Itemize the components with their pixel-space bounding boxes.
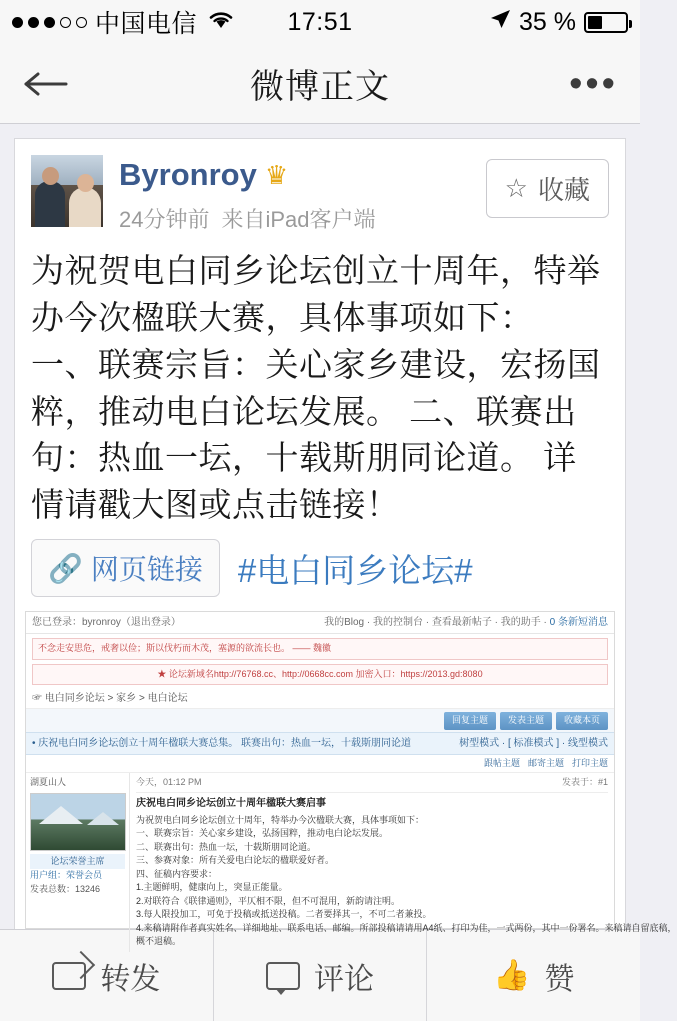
- forum-print-thread: 打印主题: [571, 757, 608, 768]
- forum-post-line: 三、参赛对象：所有关爱电白论坛的楹联爱好者。: [136, 855, 335, 866]
- forum-breadcrumb: ☞ 电白同乡论坛 > 家乡 > 电白论坛: [26, 689, 614, 709]
- share-icon: [52, 962, 86, 990]
- forum-post-line: 二、联赛出句：热血一坛，十载斯朋同论道。: [136, 841, 317, 852]
- content-area: [0, 124, 677, 947]
- username[interactable]: Byronroy: [119, 157, 257, 192]
- post-link-row: [15, 529, 625, 607]
- clock: 17:51: [287, 7, 353, 36]
- forum-post-head: [136, 776, 608, 793]
- post-source: 来自iPad客户端: [221, 207, 376, 232]
- star-icon: ☆: [504, 173, 528, 203]
- battery-percent-label: 35 %: [519, 7, 576, 36]
- status-bar: [0, 0, 640, 44]
- forum-post-line: 4.来稿请附作者真实姓名、详细地址、联系电话、邮编。所部投稿请请用A4纸、打印为佳，一式两份，其中一份署名。来稿请自留底稿，: [136, 922, 677, 933]
- forum-author-level: 用户组：荣誉会员: [30, 870, 103, 881]
- post-card: [14, 138, 677, 947]
- web-link-label: 网页链接: [90, 554, 203, 586]
- forum-reply-button: 回复主题: [444, 712, 496, 730]
- location-arrow-icon: [489, 8, 511, 37]
- favorite-label: 收藏: [537, 175, 590, 205]
- forum-topbar: [26, 612, 614, 634]
- forum-post-line: 四、征稿内容要求：: [136, 868, 218, 879]
- comment-icon: [266, 962, 300, 990]
- forum-post-main: [26, 773, 677, 952]
- avatar[interactable]: [31, 155, 103, 227]
- page-title: 微博正文: [250, 68, 390, 106]
- back-button[interactable]: [22, 68, 82, 100]
- forum-post-line: 3.每人限投加工，可免于投稿或抵送投稿。二者要择其一，不可二者兼投。: [136, 909, 432, 920]
- attached-image[interactable]: [25, 611, 677, 947]
- favorite-button[interactable]: [486, 159, 609, 218]
- forum-post-column: [130, 773, 677, 952]
- more-dots-icon[interactable]: •••: [569, 62, 618, 105]
- forum-post-time: 今天，01:12 PM: [136, 777, 202, 788]
- topic-link[interactable]: #电白同乡论坛#: [237, 551, 473, 589]
- post-header: [15, 139, 625, 242]
- forum-author-image: [30, 793, 126, 851]
- forum-mail-thread: 邮寄主题: [527, 757, 564, 768]
- forum-post-line: 为祝贺电白同乡论坛创立十周年，特举办今次楹联大赛，具体事项如下：: [136, 814, 425, 825]
- forum-post-line: 2.对联符合《联律通则》，平仄相不限，但不可混用，新韵请注明。: [136, 895, 401, 906]
- forum-collect-button: 收藏本页: [556, 712, 608, 730]
- navigation-bar: [0, 44, 640, 124]
- post-author-info: [103, 155, 486, 234]
- forum-notice-1: 不念走安思危，戒奢以俭；斯以伐朽而木茂，塞源的欲流长也。 —— 魏徽: [32, 638, 608, 660]
- forum-post-line: 一、联赛宗旨：关心家乡建设，弘扬国粹，推动电白论坛发展。: [136, 828, 389, 839]
- link-icon: 🔗: [48, 552, 83, 584]
- repost-label: 转发: [100, 962, 161, 996]
- forum-notice-2: ★ 论坛新域名http://76768.cc、http://0668cc.com 加密入口：https://2013.gd:8080: [32, 664, 608, 686]
- forum-follow-thread: 跟帖主题: [483, 757, 520, 768]
- forum-thread-bar: [26, 732, 614, 755]
- status-bar-right: [353, 8, 628, 37]
- post-body-text: 为祝贺电白同乡论坛创立十周年，特举办今次楹联大赛，具体事项如下： 一、联赛宗旨：关心家乡建设，宏扬国粹，推动电白论坛发展。 二、联赛出句：热血一坛，十载斯朋同论道。 详情请戳大图或点击链接！: [31, 252, 601, 524]
- forum-nav-links: 我的Blog · 我的控制台 · 查看最新帖子 · 我的助手 ·: [324, 617, 547, 629]
- post-time: 24分钟前: [119, 207, 210, 232]
- forum-author-name: 湖夏山人: [30, 777, 67, 788]
- forum-post-line: 1.主题鲜明，健康向上，突显正能量。: [136, 882, 288, 893]
- comment-label: 评论: [314, 962, 374, 996]
- forum-post-title: 庆祝电白同乡论坛创立十周年楹联大赛启事: [136, 797, 326, 809]
- like-label: 赞: [544, 962, 575, 996]
- battery-icon: [584, 12, 628, 33]
- forum-sub-bar: [26, 755, 614, 774]
- post-meta: [119, 203, 486, 234]
- forum-message-count: 0 条新短消息: [549, 617, 608, 629]
- forum-author-posts: 发表总数：13246: [30, 883, 101, 894]
- forum-author-group: 论坛荣誉主席: [30, 854, 125, 870]
- forum-topbar-links: [324, 615, 608, 630]
- status-bar-left: [12, 4, 287, 40]
- forum-view-modes: 树型模式 · [ 标准模式 ] · 线型模式: [459, 737, 608, 749]
- forum-post-line: 概不退稿。: [136, 936, 182, 947]
- wifi-icon: [207, 8, 235, 37]
- forum-author-column: [26, 773, 130, 952]
- forum-button-row: [26, 709, 614, 732]
- forum-post-index: 发表于：#1: [561, 777, 608, 788]
- carrier-label: 中国电信: [95, 10, 198, 38]
- thumbs-up-icon: 👍: [493, 959, 531, 993]
- crown-icon: ♛: [264, 159, 289, 190]
- username-row: [119, 157, 486, 193]
- signal-strength-icon: [12, 17, 87, 28]
- forum-newthread-button: 发表主题: [500, 712, 552, 730]
- forum-thread-title: • 庆祝电白同乡论坛创立十周年楹联大赛总集。 联赛出句：热血一坛，十载斯朋同论道: [32, 737, 412, 749]
- forum-login-status: 您已登录：byronroy（退出登录）: [32, 617, 181, 629]
- web-link-button[interactable]: [31, 539, 220, 597]
